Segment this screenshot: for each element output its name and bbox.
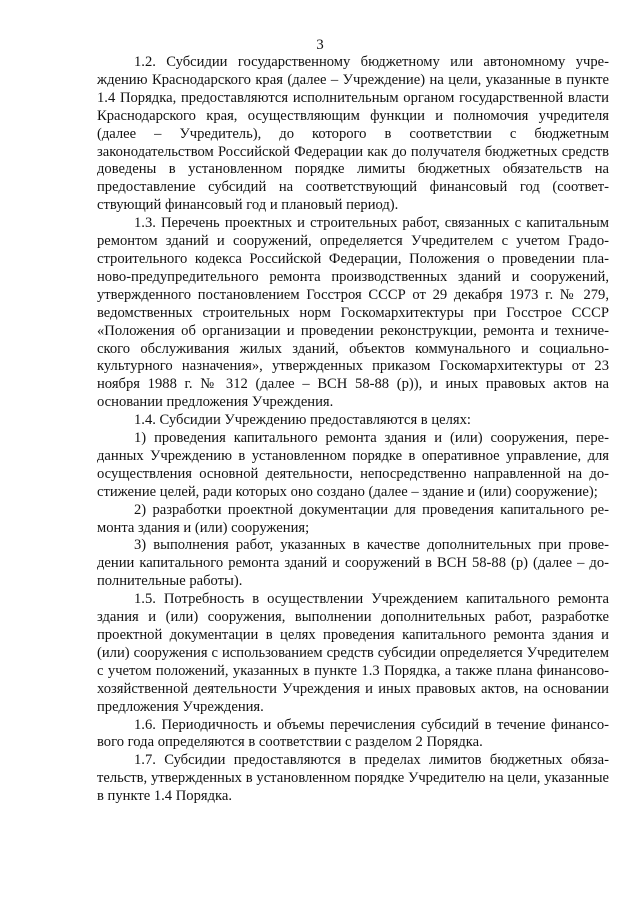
paragraph-1-3: 1.3. Перечень проектных и строительных работ, связанных с капитальным ремонтом зданий и сооружений, определяется Учредителем с учетом Градостроительного кодекса Российской Федерации, Положения о проведении планово-предупредительного ремонта производственных зданий и сооружений, утвержденного постановлением Госстроя СССР от 29 декабря 1973 г. № 279, ведомственных строительных норм Госкомархитектуры при Госстрое СССР «Положения об организации и проведении реконструкции, ремонта и технического обслуживания жилых зданий, объектов коммунального и социально-культурного назначения», утвержденных приказом Госкомархитектуры от 23 ноября 1988 г. № 312 (далее – ВСН 58-88 (р)), и иных правовых актов на основании предложения Учреждения. [97,215,609,411]
paragraph-1-7: 1.7. Субсидии предоставляются в пределах лимитов бюджетных обязательств, утвержденных в установленном порядке Учредителю на цели, указанные в пункте 1.4 Порядка. [97,752,609,805]
list-item-1: 1) проведения капитального ремонта здания и (или) сооружения, переданных Учреждению в установленном порядке в оперативное управление, для осуществления основной деятельности, непосредственно направленной на достижение целей, ради которых оно создано (далее – здание и (или) сооружение); [97,430,609,500]
paragraph-1-5: 1.5. Потребность в осуществлении Учреждением капитального ремонта здания и (или) сооружения, выполнении дополнительных работ, разработке проектной документации в целях проведения капитального ремонта здания и (или) сооружения с использованием средств субсидии определяется Учредителем с учетом положений, указанных в пункте 1.3 Порядка, а также плана финансово-хозяйственной деятельности Учреждения и иных правовых актов, на основании предложения Учреждения. [97,591,609,715]
list-item-3: 3) выполнения работ, указанных в качестве дополнительных при проведении капитального ремонта зданий и сооружений в ВСН 58-88 (р) (далее – дополнительные работы). [97,537,609,590]
paragraph-1-6: 1.6. Периодичность и объемы перечисления субсидий в течение финансового года определяются в соответствии с разделом 2 Порядка. [97,716,609,751]
list-item-2: 2) разработки проектной документации для проведения капитального ремонта здания и (или) сооружения; [97,501,609,536]
page-number: 3 [316,37,324,53]
document-body [97,54,609,806]
paragraph-1-4: 1.4. Субсидии Учреждению предоставляются в целях: [134,412,471,429]
paragraph-1-2: 1.2. Субсидии государственному бюджетному или автономному учреждению Краснодарского края (далее – Учреждение) на цели, указанные в пункте 1.4 Порядка, предоставляются исполнительным органом государственной власти Краснодарского края, осуществляющим функции и полномочия учредителя (далее – Учредитель), до которого в соответствии с бюджетным законодательством Российской Федерации как до получателя бюджетных средств доведены в установленном порядке лимиты бюджетных обязательств на предоставление субсидий на соответствующий финансовый год (соответствующий финансовый год и плановый период). [97,54,609,214]
